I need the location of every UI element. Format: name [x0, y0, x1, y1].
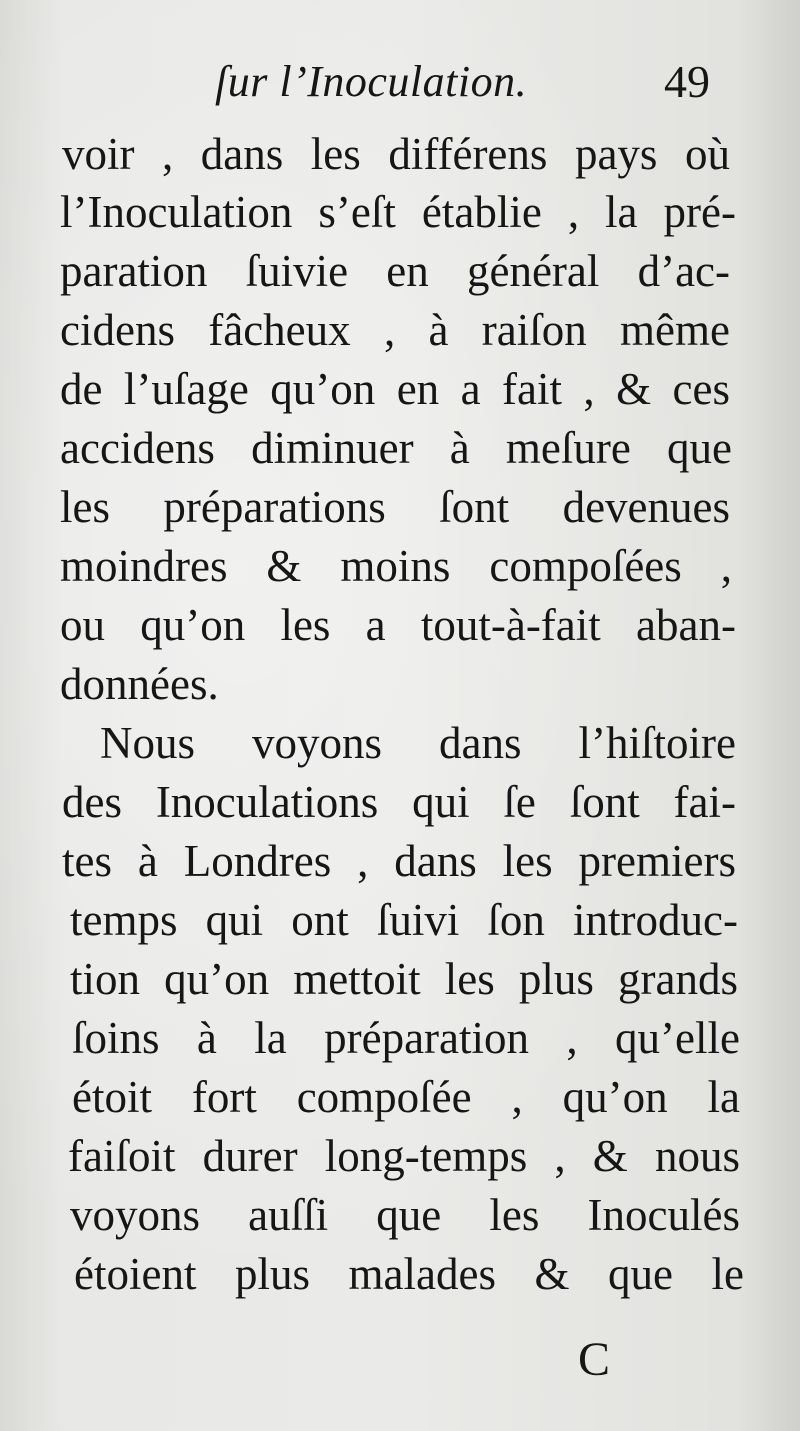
text-line: ou qu’on les a tout-à-fait aban- [60, 600, 736, 650]
text-line: étoit fort compoſée , qu’on la [72, 1072, 740, 1122]
text-line: moindres & moins compoſées , [60, 541, 732, 591]
text-line: étoient plus malades & que le [74, 1249, 744, 1299]
running-head [0, 52, 800, 112]
text-line: voyons auſſi que les Inoculés [70, 1190, 740, 1240]
text-line: l’Inoculation s’eſt établie , la pré- [60, 187, 736, 237]
text-line: faiſoit durer long-temps , & nous [68, 1131, 740, 1181]
page-number: 49 [664, 56, 710, 107]
text-line: ſoins à la préparation , qu’elle [72, 1013, 740, 1063]
text-line: voir , dans les différens pays où [62, 129, 730, 179]
text-line: temps qui ont ſuivi ſon introduc- [70, 895, 738, 945]
text-line: tion qu’on mettoit les plus grands [70, 954, 738, 1004]
signature-mark: C [578, 1333, 611, 1386]
running-head-title: ſur l’Inoculation. [215, 57, 528, 106]
text-line: paration ſuivie en général d’ac- [60, 246, 730, 296]
text-line: cidens fâcheux , à raiſon même [60, 305, 730, 355]
text-line: des Inoculations qui ſe ſont fai- [62, 777, 736, 827]
text-line: les préparations ſont devenues [60, 482, 730, 532]
text-line: de l’uſage qu’on en a fait , & ces [60, 364, 730, 414]
text-line: accidens diminuer à meſure que [60, 423, 732, 473]
text-line: tes à Londres , dans les premiers [62, 836, 736, 886]
text-line: Nous voyons dans l’hiſtoire [100, 718, 736, 768]
text-line: données. [60, 659, 219, 709]
